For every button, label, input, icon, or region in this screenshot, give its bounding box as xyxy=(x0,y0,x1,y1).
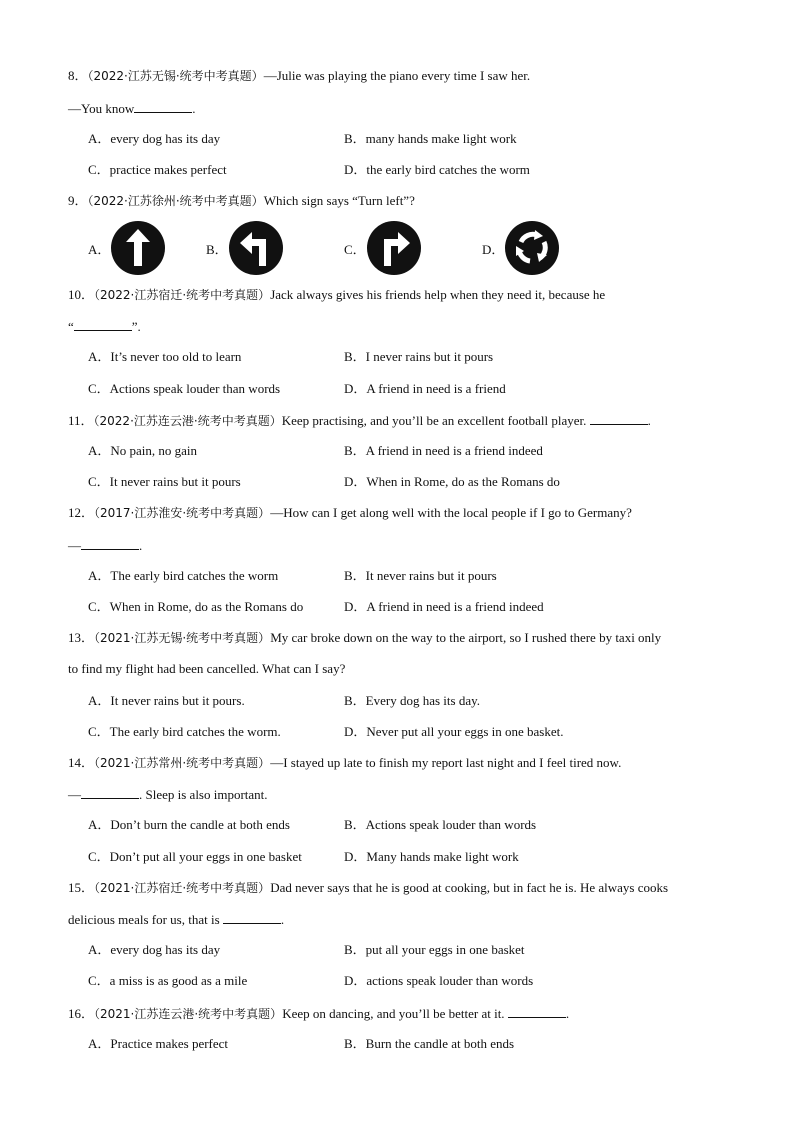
sign-options: A． B． C． D． xyxy=(88,220,648,276)
question-number: 16． xyxy=(68,1006,95,1021)
answer-blank[interactable] xyxy=(81,786,139,799)
option-a[interactable]: A．It’s never too old to learn xyxy=(88,349,242,364)
question-number: 12． xyxy=(68,505,95,520)
option-a[interactable]: A．Don’t burn the candle at both ends xyxy=(88,817,290,832)
question-number: 13． xyxy=(68,630,95,645)
question-number: 9． xyxy=(68,193,88,208)
option-b[interactable]: B．put all your eggs in one basket xyxy=(344,942,525,957)
question-stem: —How can I get along well with the local people if I go to Germany? xyxy=(270,505,632,520)
option-a[interactable]: A．It never rains but it pours. xyxy=(88,693,245,708)
turn-left-icon xyxy=(228,220,284,276)
question-8-line2: —You know . xyxy=(68,101,196,116)
question-number: 15． xyxy=(68,880,95,895)
question-source: （2021·江苏无锡·统考中考真题） xyxy=(94,631,271,645)
option-d[interactable]: D．the early bird catches the worm xyxy=(344,162,530,177)
arrow-up-icon xyxy=(110,220,166,276)
answer-blank[interactable] xyxy=(81,537,139,550)
question-source: （2022·江苏无锡·统考中考真题） xyxy=(87,69,264,83)
question-source: （2021·江苏连云港·统考中考真题） xyxy=(94,1007,283,1021)
option-c[interactable]: C．a miss is as good as a mile xyxy=(88,973,248,988)
question-stem: —Julie was playing the piano every time I saw her. xyxy=(263,68,531,83)
option-d[interactable]: D．actions speak louder than words xyxy=(344,973,534,988)
question-10-line2: “ ”. xyxy=(68,319,141,334)
turn-right-icon xyxy=(366,220,422,276)
question-9 xyxy=(68,193,734,209)
question-source: （2017·江苏淮安·统考中考真题） xyxy=(94,506,271,520)
option-d[interactable]: D．A friend in need is a friend xyxy=(344,381,506,396)
option-c[interactable]: C．It never rains but it pours xyxy=(88,474,241,489)
question-stem: Dad never says that he is good at cooking, but in fact he is. He always cooks xyxy=(270,880,669,895)
question-number: 8． xyxy=(68,68,88,83)
question-source: （2021·江苏宿迁·统考中考真题） xyxy=(94,881,271,895)
question-11: 11．（2022·江苏连云港·统考中考真题）Keep practising, and you’ll be an excellent football player. . xyxy=(68,413,651,428)
option-b[interactable]: B．Every dog has its day. xyxy=(344,693,480,708)
option-c[interactable]: C．When in Rome, do as the Romans do xyxy=(88,599,304,614)
question-16: 16．（2021·江苏连云港·统考中考真题）Keep on dancing, and you’ll be better at it. . xyxy=(68,1006,570,1021)
option-d[interactable]: D．Never put all your eggs in one basket. xyxy=(344,724,564,739)
question-stem: My car broke down on the way to the airport, so I rushed there by taxi only xyxy=(270,630,662,645)
option-a[interactable]: A．No pain, no gain xyxy=(88,443,198,458)
roundabout-icon xyxy=(504,220,560,276)
option-b[interactable]: B．Actions speak louder than words xyxy=(344,817,537,832)
question-12-line2: — . xyxy=(68,538,143,553)
option-d[interactable]: D．When in Rome, do as the Romans do xyxy=(344,474,560,489)
question-source: （2021·江苏常州·统考中考真题） xyxy=(94,756,271,770)
question-10 xyxy=(68,287,734,303)
answer-blank[interactable] xyxy=(134,100,192,113)
question-14 xyxy=(68,755,734,771)
option-b[interactable]: B．I never rains but it pours xyxy=(344,349,494,364)
answer-blank[interactable] xyxy=(74,318,132,331)
question-8 xyxy=(68,68,734,84)
option-b[interactable]: B．many hands make light work xyxy=(344,131,517,146)
answer-blank[interactable] xyxy=(223,911,281,924)
option-c[interactable]: C．The early bird catches the worm. xyxy=(88,724,281,739)
option-b[interactable]: B．Burn the candle at both ends xyxy=(344,1036,515,1051)
question-14-line2: — . Sleep is also important. xyxy=(68,787,268,802)
option-b[interactable]: B．A friend in need is a friend indeed xyxy=(344,443,543,458)
option-c[interactable]: C．Actions speak louder than words xyxy=(88,381,281,396)
question-number: 10． xyxy=(68,287,95,302)
question-number: 14． xyxy=(68,755,95,770)
question-13 xyxy=(68,630,734,646)
question-15-line2: delicious meals for us, that is . xyxy=(68,912,285,927)
question-13-line2: to find my flight had been cancelled. What can I say? xyxy=(68,661,346,676)
question-stem: —I stayed up late to finish my report last night and I feel tired now. xyxy=(270,755,622,770)
question-source: （2022·江苏连云港·统考中考真题） xyxy=(93,414,282,428)
answer-blank[interactable] xyxy=(590,412,648,425)
option-a[interactable]: A．Practice makes perfect xyxy=(88,1036,229,1051)
option-d[interactable]: D．Many hands make light work xyxy=(344,849,519,864)
option-a[interactable]: A．The early bird catches the worm xyxy=(88,568,279,583)
question-stem: Keep practising, and you’ll be an excellent football player. xyxy=(281,413,587,428)
option-a[interactable]: A．every dog has its day xyxy=(88,942,221,957)
option-c[interactable]: C．Don’t put all your eggs in one basket xyxy=(88,849,302,864)
question-number: 11． xyxy=(68,413,94,428)
question-stem: Keep on dancing, and you’ll be better at it. xyxy=(282,1006,505,1021)
question-stem: Which sign says “Turn left”? xyxy=(263,193,415,208)
answer-blank[interactable] xyxy=(508,1005,566,1018)
option-c[interactable]: C．practice makes perfect xyxy=(88,162,227,177)
question-source: （2022·江苏宿迁·统考中考真题） xyxy=(94,288,271,302)
question-source: （2022·江苏徐州·统考中考真题） xyxy=(87,194,264,208)
option-a[interactable]: A．every dog has its day xyxy=(88,131,221,146)
question-15 xyxy=(68,880,734,896)
question-12 xyxy=(68,505,734,521)
option-d[interactable]: D．A friend in need is a friend indeed xyxy=(344,599,544,614)
option-b[interactable]: B．It never rains but it pours xyxy=(344,568,497,583)
question-stem: Jack always gives his friends help when they need it, because he xyxy=(270,287,606,302)
